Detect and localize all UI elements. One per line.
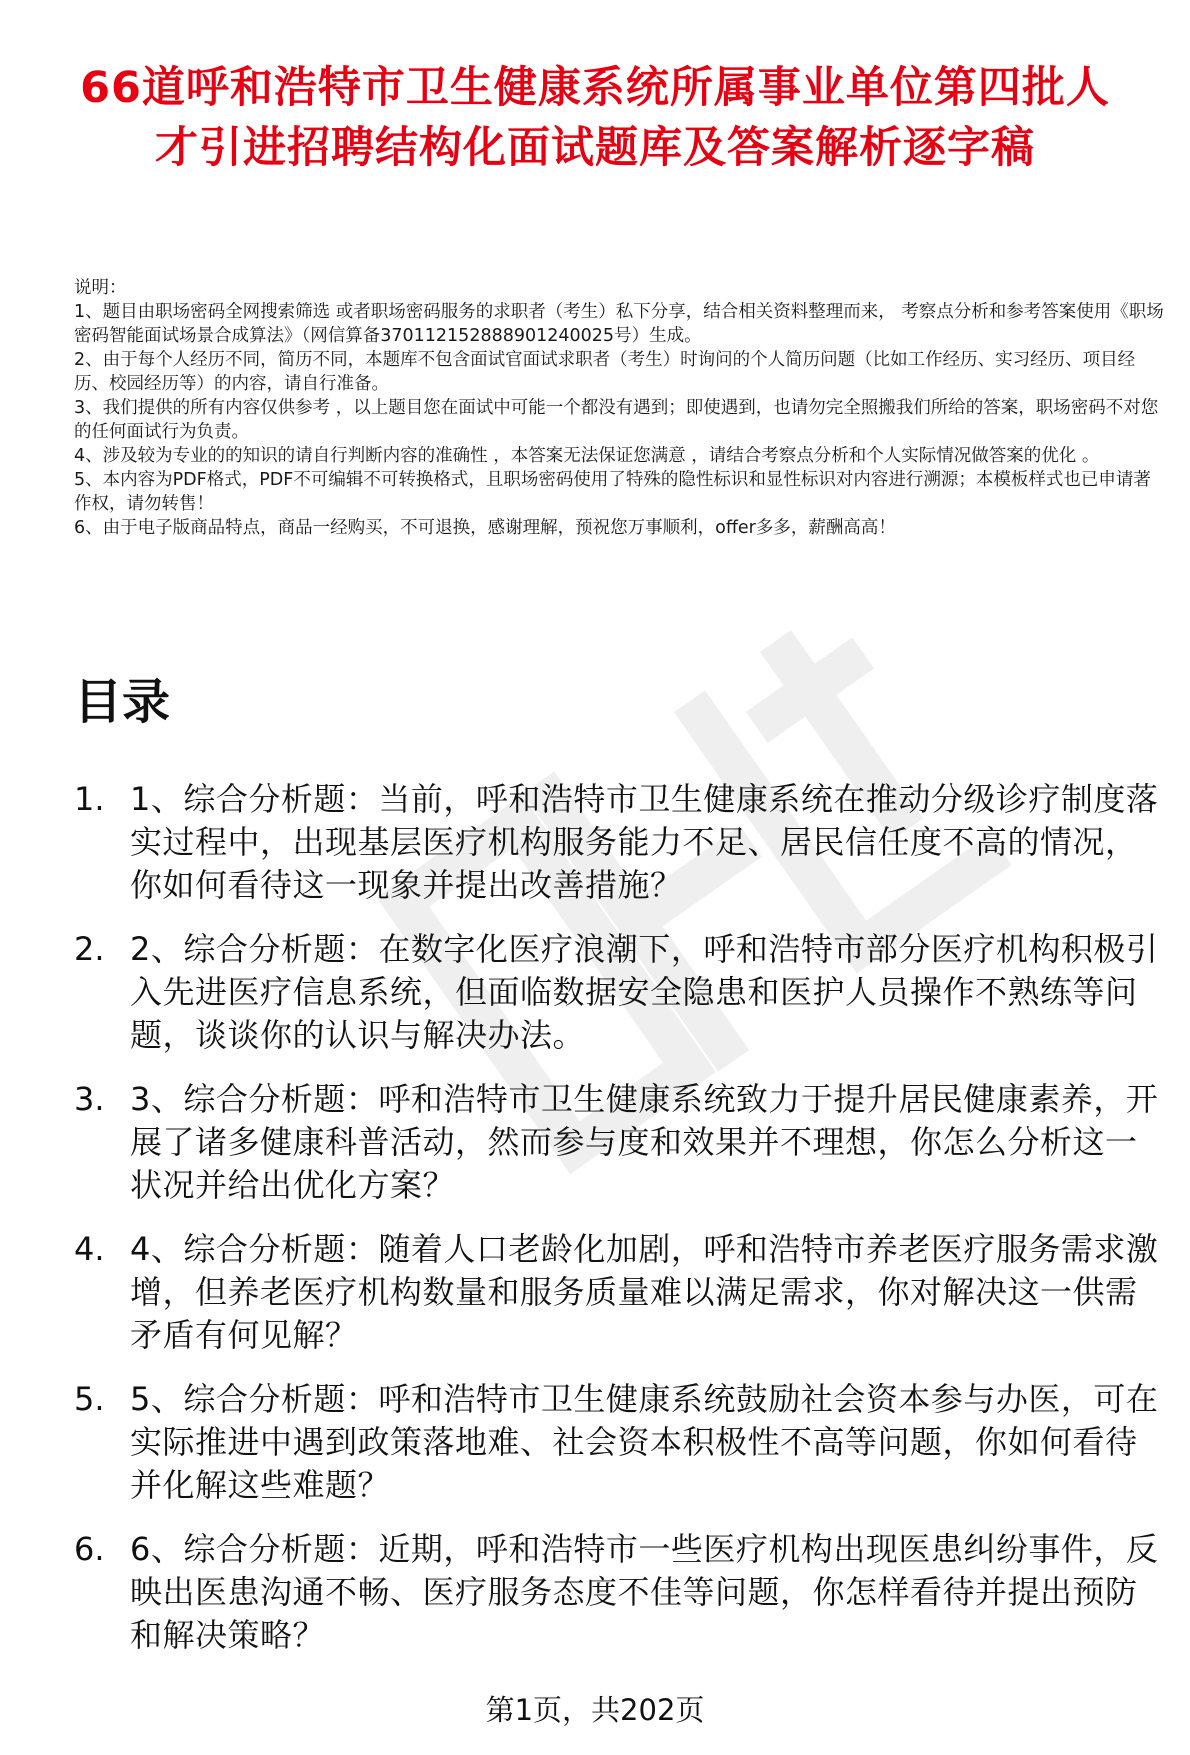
toc-item-number: 6. [74,1530,105,1568]
toc-item-text[interactable]: 2、综合分析题：在数字化医疗浪潮下，呼和浩特市部分医疗机构积极引入先进医疗信息系统，但面临数据安全隐患和医护人员操作不熟练等问题，谈谈你的认识与解决办法。 [130,930,1159,1054]
toc-heading: 目录 [74,674,171,730]
instruction-item: 6、由于电子版商品特点，商品一经购买，不可退换，感谢理解，预祝您万事顺利，offer多多，薪酬高高！ [74,518,896,538]
instructions-heading: 说明： [74,278,127,298]
instruction-item: 5、本内容为PDF格式，PDF不可编辑不可转换格式，且职场密码使用了特殊的隐性标识和显性标识对内容进行溯源；本模板样式也已申请著作权，请勿转售！ [74,470,1151,514]
toc-item-text[interactable]: 3、综合分析题：呼和浩特市卫生健康系统致力于提升居民健康素养，开展了诸多健康科普活动，然而参与度和效果并不理想，你怎么分析这一状况并给出优化方案？ [130,1080,1159,1204]
toc-item-text[interactable]: 6、综合分析题：近期，呼和浩特市一些医疗机构出现医患纠纷事件，反映出医患沟通不畅、医疗服务态度不佳等问题，你怎样看待并提出预防和解决策略？ [130,1530,1159,1654]
instruction-item: 4、涉及较为专业的的知识的请自行判断内容的准确性 ，本答案无法保证您满意 ，请结合考察点分析和个人实际情况做答案的优化 。 [74,446,1100,466]
toc-item[interactable] [74,928,1166,1057]
instructions-block [74,276,1164,540]
instruction-item: 1、题目由职场密码全网搜索筛选 或者职场密码服务的求职者（考生）私下分享，结合相关资料整理而来， 考察点分析和参考答案使用《职场密码智能面试场景合成算法》（网信算备370112152888901240025号）生成。 [74,302,1164,346]
document-title: 66道呼和浩特市卫生健康系统所属事业单位第四批人才引进招聘结构化面试题库及答案解析逐字稿 [80,63,1110,173]
toc-item[interactable] [74,1078,1166,1207]
toc-item[interactable] [74,1528,1166,1657]
toc-item-number: 4. [74,1230,105,1268]
toc-item-number: 3. [74,1080,105,1118]
toc-item-text[interactable]: 4、综合分析题：随着人口老龄化加剧，呼和浩特市养老医疗服务需求激增，但养老医疗机构数量和服务质量难以满足需求，你对解决这一供需矛盾有何见解？ [130,1230,1159,1354]
toc-item[interactable] [74,1228,1166,1357]
instruction-item: 2、由于每个人经历不同，简历不同，本题库不包含面试官面试求职者（考生）时询问的个人简历问题（比如工作经历、实习经历、项目经历、校园经历等）的内容，请自行准备。 [74,350,1136,394]
toc-item-number: 2. [74,930,105,968]
instruction-item: 3、我们提供的所有内容仅供参考 ，以上题目您在面试中可能一个都没有遇到；即使遇到，也请勿完全照搬我们所给的答案，职场密码不对您的任何面试行为负责。 [74,398,1159,442]
table-of-contents [74,778,1166,1678]
toc-item-text[interactable]: 1、综合分析题：当前，呼和浩特市卫生健康系统在推动分级诊疗制度落实过程中，出现基层医疗机构服务能力不足、居民信任度不高的情况，你如何看待这一现象并提出改善措施？ [130,780,1159,904]
toc-item-text[interactable]: 5、综合分析题：呼和浩特市卫生健康系统鼓励社会资本参与办医，可在实际推进中遇到政策落地难、社会资本积极性不高等问题，你如何看待并化解这些难题？ [130,1380,1159,1504]
page-footer: 第1页，共202页 [485,1693,705,1727]
toc-item[interactable] [74,778,1166,907]
toc-item-number: 1. [74,780,105,818]
toc-item-number: 5. [74,1380,105,1418]
toc-item[interactable] [74,1378,1166,1507]
